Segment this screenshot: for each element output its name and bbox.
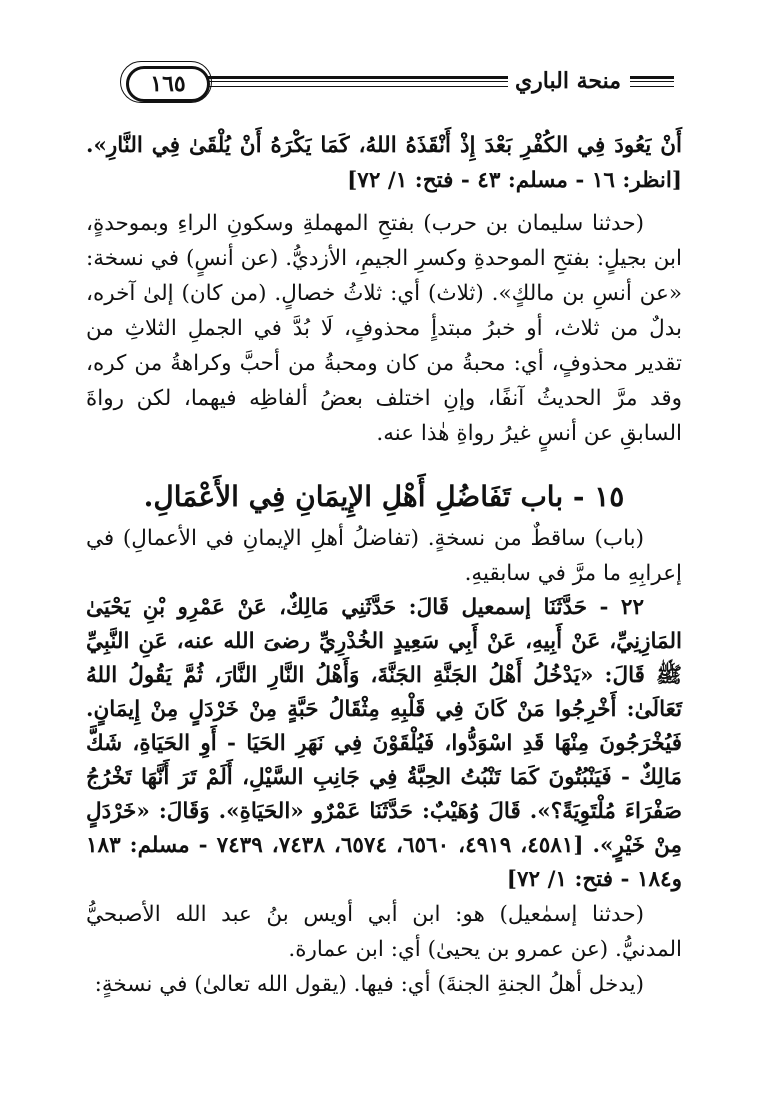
page-body bbox=[86, 128, 682, 1002]
header-rule bbox=[630, 76, 674, 82]
book-title: منحة الباري bbox=[508, 66, 628, 96]
page-number: ١٦٥ bbox=[126, 66, 210, 102]
paragraph-commentary-3: (يدخل أهلُ الجنةِ الجنةَ) أي: فيها. (يقول الله تعالىٰ) في نسخةٍ: bbox=[94, 972, 644, 997]
paragraph-hadith: ٢٢ - حَدَّثَنَا إسمعيل قَالَ: حَدَّثَنِي مَالِكٌ، عَنْ عَمْرِو بْنِ يَحْيَىٰ المَازِنِيِّ، عَنْ أَبِيهِ، عَنْ أَبِي سَعِيدٍ الخُدْرِيِّ رضىَ الله عنه، عَنِ النَّبِيِّ ﷺ قَالَ: «يَدْخُلُ أَهْلُ الجَنَّةِ الجَنَّةَ، وَأَهْلُ النَّارِ النَّارَ، ثُمَّ يَقُولُ اللهُ تَعَالَىٰ: أَخْرِجُوا مَنْ كَانَ فِي قَلْبِهِ مِثْقَالُ حَبَّةٍ مِنْ خَرْدَلٍ مِنْ إِيمَانٍ. فَيُخْرَجُونَ مِنْهَا قَدِ اسْوَدُّوا، فَيُلْقَوْنَ فِي نَهَرِ الحَيَا - أَوِ الحَيَاةِ، شَكَّ مَالِكٌ - فَيَنْبُتُونَ كَمَا تَنْبُتُ الحِبَّةُ فِي جَانِبِ السَّيْلِ، أَلَمْ تَرَ أَنَّهَا تَخْرُجُ صَفْرَاءَ مُلْتَوِيَةً؟». قَالَ وُهَيْبٌ: حَدَّثَنَا عَمْرٌو «الحَيَاةِ». وَقَالَ: «خَرْدَلٍ مِنْ خَيْرٍ». [٤٥٨١، ٤٩١٩، ٦٥٦٠، ٦٥٧٤، ٧٤٣٨، ٧٤٣٩ - مسلم: ١٨٣ و١٨٤ - فتح: ١/ ٧٢] bbox=[86, 595, 682, 892]
paragraph-hadith-ending: أَنْ يَعُودَ فِي الكُفْرِ بَعْدَ إِذْ أَنْقَذَهُ اللهُ، كَمَا يَكْرَهُ أَنْ يُلْقَىٰ فِي النَّارِ». [انظر: ١٦ - مسلم: ٤٣ - فتح: ١/ ٧٢] bbox=[86, 133, 682, 193]
page-header bbox=[96, 66, 672, 116]
chapter-title: ١٥ - باب تَفَاضُلِ أَهْلِ الإِيمَانِ فِي الأَعْمَالِ. bbox=[143, 480, 625, 513]
paragraph-chapter-note: (باب) ساقطٌ من نسخةٍ. (تفاضلُ أهلِ الإيمانِ في الأعمالِ) في إعرابِهِ ما مرَّ في سابقيهِ. bbox=[86, 526, 682, 586]
paragraph-commentary: (حدثنا سليمان بن حرب) بفتحِ المهملةِ وسكونِ الراءِ وبموحدةٍ، ابن بجيلٍ: بفتحِ الموحدةِ وكسرِ الجيمِ، الأزديُّ. (عن أنسٍ) في نسخة: «عن أنسِ بن مالكٍ». (ثلاث) أي: ثلاثُ خصالٍ. (من كان) إلىٰ آخره، بدلٌ من ثلاث، أو خبرُ مبتدأٍ محذوفٍ، لَا بُدَّ في الجملِ الثلاثِ من تقدير محذوفٍ، أي: محبةُ من كان ومحبةُ من أحبَّ وكراهةُ من كره، وقد مرَّ الحديثُ آنفًا، وإنِ اختلف بعضُ ألفاظِه فيهما، لكن رواةَ السابقِ عن أنسٍ غيرُ رواةِ هٰذا عنه. bbox=[86, 211, 682, 446]
header-rule bbox=[630, 86, 674, 87]
paragraph-commentary-2: (حدثنا إسمٰعيل) هو: ابن أبي أويس بنُ عبد الله الأصبحيُّ المدنيُّ. (عن عمرو بن يحيىٰ) أي: ابن عمارة. bbox=[86, 902, 682, 962]
